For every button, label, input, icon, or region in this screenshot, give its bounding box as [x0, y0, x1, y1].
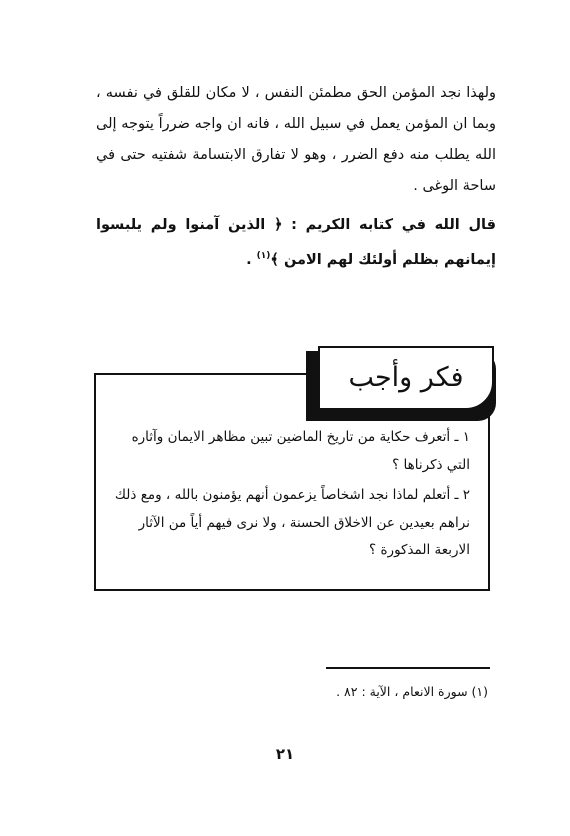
paragraph-2 [96, 210, 496, 276]
question-item: ١ ـ أتعرف حكاية من تاريخ الماضين تبين مظاهر الايمان وآثاره التي ذكرناها ؟ [131, 429, 470, 473]
paragraph-2-end: . [246, 251, 252, 268]
paragraph-2-intro: قال الله في كتابه الكريم : [291, 217, 496, 233]
paragraph-1: ولهذا نجد المؤمن الحق مطمئن النفس ، لا مكان للقلق في نفسه ، وبما ان المؤمن يعمل في سبيل الله ، فانه ان واجه ضرراً يتوجه إلى الله يطلب منه دفع الضرر ، وهو لا تفارق الابتسامة شفتيه حتى في ساحة الوغى . [96, 85, 496, 194]
footnote-ref: (١) [256, 251, 271, 261]
quran-quote: ﴿ الذين آمنوا ولم يلبسوا إيمانهم بظلم أولئك لهم الامن ﴾ [96, 217, 496, 268]
page-number: ٢١ [275, 745, 295, 763]
box-title: فكر وأجب [348, 362, 464, 393]
question-item: ٢ ـ أتعلم لماذا نجد اشخاصاً يزعمون أنهم يؤمنون بالله ، ومع ذلك نراهم بعيدين عن الاخلاق الحسنة ، ولا نرى فيهم أياً من الآثار الاربعة المذكورة ؟ [114, 487, 470, 558]
footnote: (١) سورة الانعام ، الآية : ٨٢ . [336, 684, 488, 699]
question-list [110, 424, 470, 568]
footnote-divider [326, 667, 490, 669]
